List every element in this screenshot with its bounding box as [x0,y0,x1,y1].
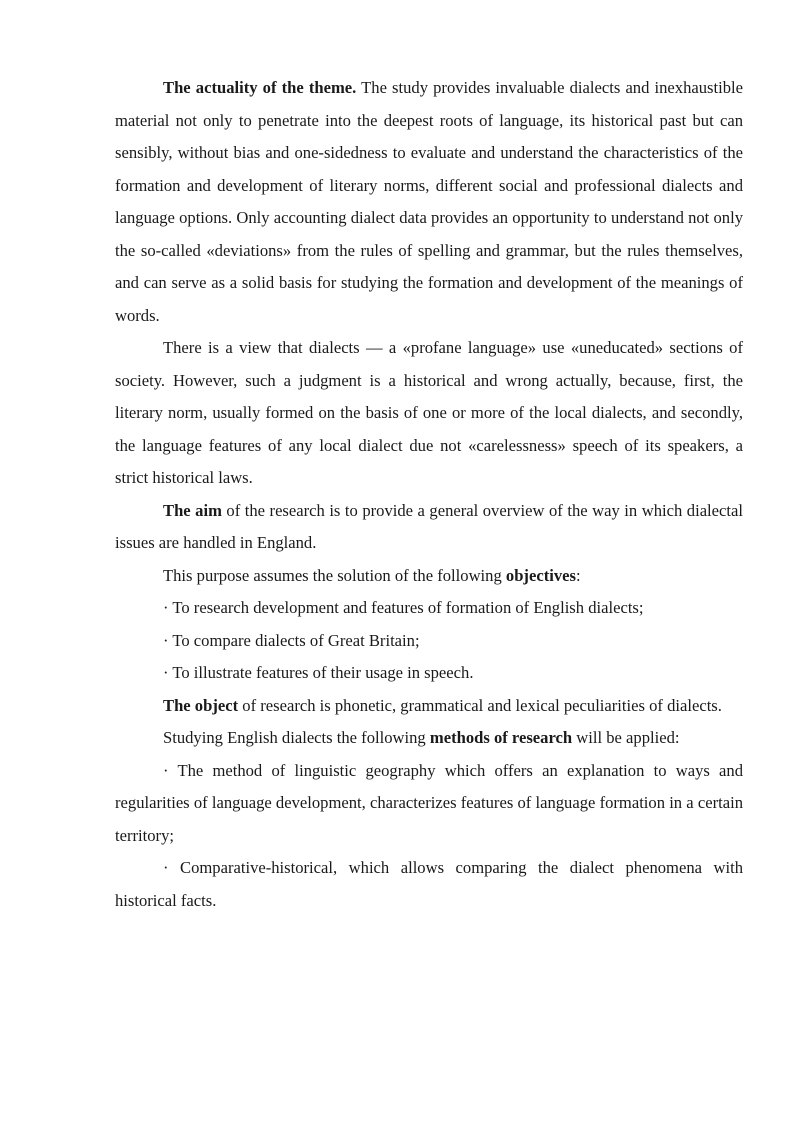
objective-item: · To compare dialects of Great Britain; [163,630,420,650]
objective-item: · To illustrate features of their usage in speech. [163,663,474,682]
objectives-heading: objectives [505,565,576,585]
purpose-text-after: : [575,565,581,585]
purpose-text-before: This purpose assumes the solution of the following [163,565,506,585]
method-item: · The method of linguistic geography which offers an explanation to ways and regularities of language development, characterizes features of language formation in a certain territory; [115,760,743,845]
document-page [115,72,743,917]
objective-item: · To research development and features of formation of English dialects; [163,598,644,617]
dialect-view-paragraph [115,332,743,495]
aim-paragraph [115,495,743,560]
object-paragraph [115,690,743,723]
object-text: of research is phonetic, grammatical and lexical peculiarities of dialects. [238,695,722,715]
methods-intro-paragraph [115,722,743,755]
methods-heading: methods of research [429,728,573,747]
actuality-paragraph [115,72,743,332]
methods-text-after: will be applied: [572,728,680,747]
aim-heading: The aim [163,500,222,520]
actuality-text: The study provides invaluable dialects and inexhaustible material not only to penetrate into the deepest roots of language, its historical past but can sensibly, without bias and one-sidedness to evaluate and understand the characteristics of the formation and development of literary norms, different social and professional dialects and language options. Only accounting dialect data provides an opportunity to understand not only the so-called «deviations» from the rules of spelling and grammar, but the rules themselves, and can serve as a solid basis for studying the formation and development of the meanings of words. [115,78,743,325]
object-heading: The object [163,695,239,715]
actuality-heading: The actuality of the theme. [163,78,357,97]
method-item: · Comparative-historical, which allows comparing the dialect phenomena with historical facts. [115,858,743,910]
purpose-paragraph [115,560,743,593]
methods-text-before: Studying English dialects the following [163,728,430,747]
aim-text: of the research is to provide a general overview of the way in which dialectal issues are handled in England. [115,500,743,552]
dialect-view-text: There is a view that dialects — a «profane language» use «uneducated» sections of society. However, such a judgment is a historical and wrong actually, because, first, the literary norm, usually formed on the basis of one or more of the local dialects, and secondly, the language features of any local dialect due not «carelessness» speech of its speakers, a strict historical laws. [115,338,743,487]
